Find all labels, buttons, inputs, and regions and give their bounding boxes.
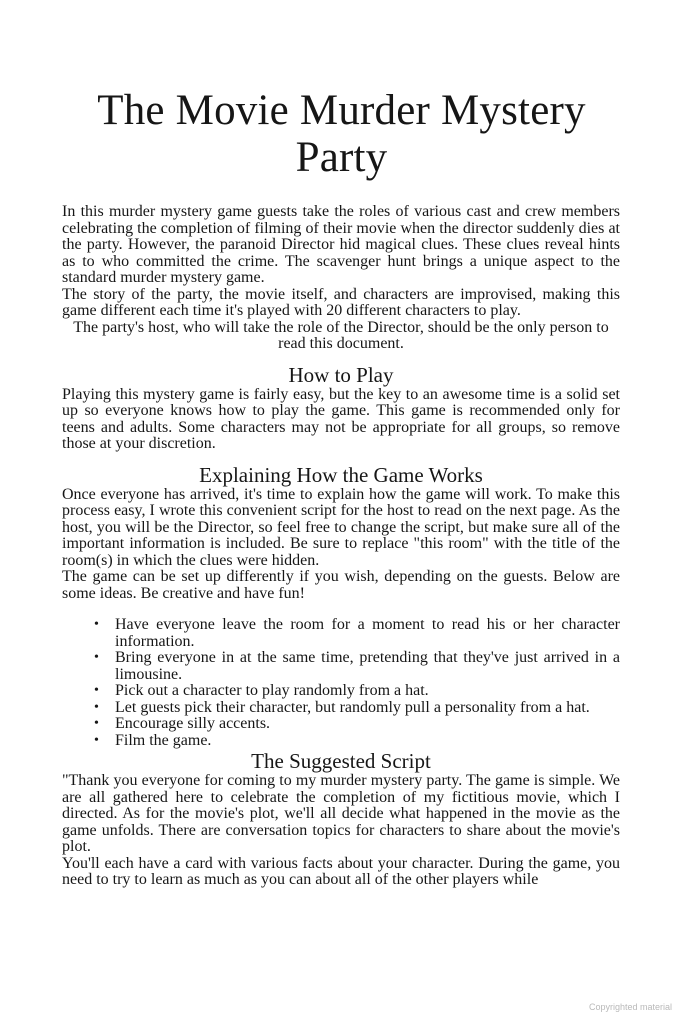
host-note: The party's host, who will take the role of the Director, should be the only person to read this document. bbox=[73, 318, 609, 352]
list-item-text: Bring everyone in at the same time, pretending that they've just arrived in a limousine. bbox=[115, 649, 620, 683]
document-body bbox=[62, 204, 620, 889]
list-item bbox=[62, 716, 620, 733]
list-item-text: Let guests pick their character, but randomly pull a personality from a hat. bbox=[115, 698, 590, 716]
list-item bbox=[62, 650, 620, 683]
list-item bbox=[62, 617, 620, 650]
list-item bbox=[62, 683, 620, 700]
game-works-paragraph-2: The game can be set up differently if you wish, depending on the guests. Below are some ideas. Be creative and have fun! bbox=[62, 568, 620, 602]
how-to-play-paragraph: Playing this mystery game is fairly easy, but the key to an awesome time is a solid set up so everyone knows how to play the game. This game is recommended only for teens and adults. Some characters may not be appropriate for all groups, so remove those at your discretion. bbox=[62, 385, 620, 452]
bullet-icon: • bbox=[94, 732, 99, 748]
list-item-text: Pick out a character to play randomly from a hat. bbox=[115, 682, 429, 699]
page-title: The Movie Murder Mystery Party bbox=[97, 87, 586, 181]
list-item-text: Encourage silly accents. bbox=[115, 715, 271, 732]
list-item-text: Have everyone leave the room for a moment to read his or her character information. bbox=[115, 616, 620, 650]
list-item bbox=[62, 733, 620, 750]
section-heading-suggested-script: The Suggested Script bbox=[251, 749, 431, 773]
list-item-text: Film the game. bbox=[115, 731, 212, 749]
setup-ideas-list bbox=[62, 617, 620, 749]
bullet-icon: • bbox=[94, 617, 99, 632]
copyright-notice: Copyrighted material bbox=[588, 1002, 672, 1012]
script-paragraph-2: You'll each have a card with various facts about your character. During the game, you need to try to learn as much as you can about all of the other players while bbox=[62, 854, 620, 888]
game-works-paragraph-1: Once everyone has arrived, it's time to explain how the game will work. To make this process easy, I wrote this convenient script for the host to read on the next page. As the host, you will be the Director, so feel free to change the script, but make sure all of the important information is included. Be sure to replace "this room" with the title of the room(s) in which the clues were hidden. bbox=[62, 485, 620, 569]
intro-paragraph-2: The story of the party, the movie itself, and characters are improvised, making this game different each time it's played with 20 different characters to play. bbox=[62, 285, 620, 319]
section-heading-how-to-play: How to Play bbox=[288, 362, 394, 387]
bullet-icon: • bbox=[94, 650, 99, 665]
bullet-icon: • bbox=[94, 683, 99, 698]
bullet-icon: • bbox=[94, 716, 99, 731]
script-paragraph-1: "Thank you everyone for coming to my murder mystery party. The game is simple. We are all gathered here to celebrate the completion of my fictitious movie, which I directed. As for the movie's plot, we'll all decide what happened in the movie as the game unfolds. There are conversation topics for characters to share about the movie's plot. bbox=[62, 772, 620, 855]
bullet-icon: • bbox=[94, 699, 99, 715]
intro-paragraph-1: In this murder mystery game guests take the roles of various cast and crew members celebrating the completion of filming of their movie when the director suddenly dies at the party. However, the paranoid Director hid magical clues. These clues reveal hints as to who committed the crime. The scavenger hunt brings a unique aspect to the standard murder mystery game. bbox=[62, 203, 620, 286]
list-item bbox=[62, 700, 620, 717]
section-heading-explaining-how-the-game-works: Explaining How the Game Works bbox=[199, 462, 483, 487]
